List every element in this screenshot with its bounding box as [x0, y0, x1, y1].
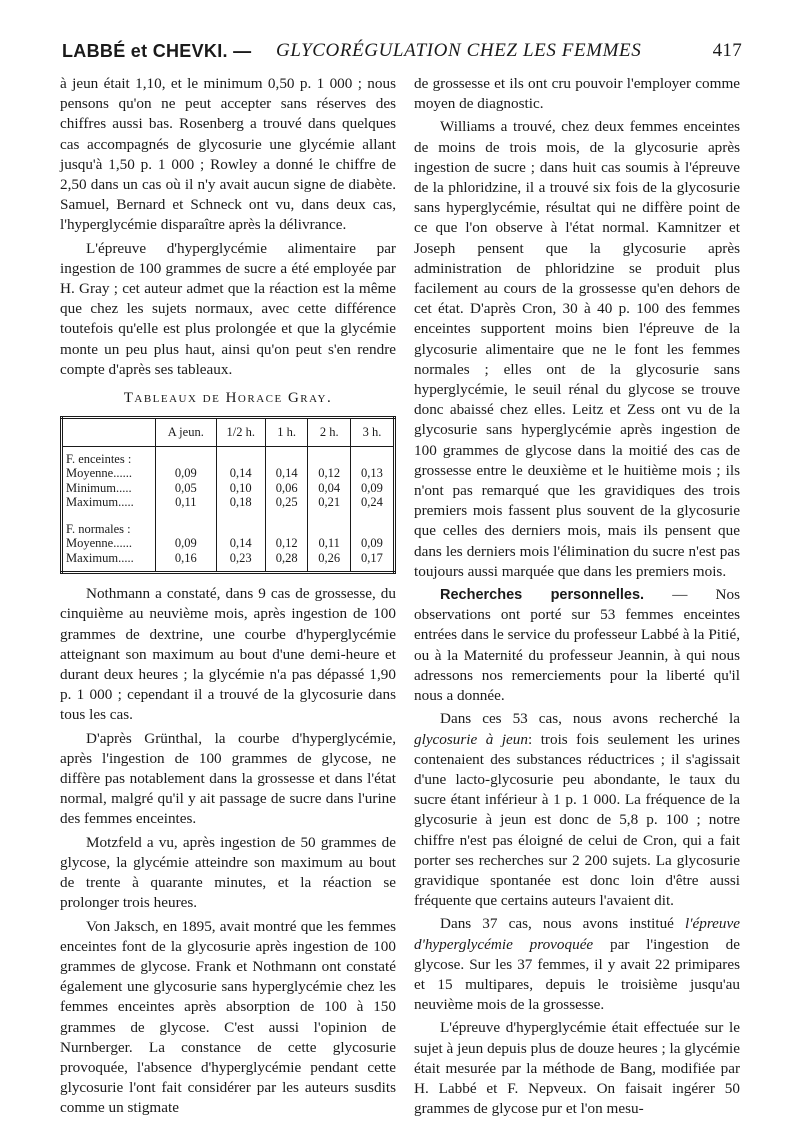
table-cell: 0,09 — [156, 536, 217, 551]
header-title: GLYCORÉGULATION CHEZ LES FEMMES — [276, 40, 642, 61]
table-row — [62, 466, 395, 481]
paragraph: Motzfeld a vu, après ingestion de 50 grammes de glycose, la glycémie atteindre son maximum au bout de trente à quarante minutes, et la réaction se prolonger trois heures. — [60, 833, 396, 912]
table-cell: 0,26 — [308, 551, 351, 573]
running-header — [62, 36, 742, 70]
table-cell: 0,25 — [265, 495, 308, 510]
table-group-row — [62, 446, 395, 466]
table-cell: 0,05 — [156, 481, 217, 496]
table-cell: 0,14 — [216, 466, 265, 481]
paragraph: à jeun était 1,10, et le minimum 0,50 p. 1 000 ; nous pensons qu'on ne peut accepter sans réserves des chiffres aussi bas. Rosenberg a trouvé dans quelques cas accompagnés de glycosurie une glycémie allant jusqu'à 1,50 p. 1 000 ; Rowley a donné le chiffre de 2,50 dans un cas où il n'y avait aucun signe de diabète. Samuel, Bernard et Schneck ont vu, dans deux cas, l'hyperglycémie disparaître après la délivrance. — [60, 75, 396, 234]
paragraph — [414, 709, 740, 911]
table-header-cell — [62, 418, 156, 447]
table-header-cell: A jeun. — [156, 418, 217, 447]
row-label: Maximum..... — [66, 550, 134, 565]
table-cell: 0,18 — [216, 495, 265, 510]
paragraph: D'après Grünthal, la courbe d'hyperglycémie, après l'ingestion de 100 grammes de glycose, ne diffère pas notablement dans la grossesse et dans l'état normal, malgré qu'il y ait passage de sucre dans l'urine des femmes enceintes. — [60, 729, 396, 828]
paragraph: Williams a trouvé, chez deux femmes enceintes de moins de trois mois, de la glycosurie après ingestion de sucre ; dans huit cas soumis à l'épreuve de la phloridzine, il a trouvé six fois de la glycosurie sans hyperglycémie, résultat qui ne diffère point de ce que l'on observe à l'état normal. Kamnitzer et Joseph pensent que la glycosurie après administration de phloridzine se produit plus facilement au cours de la grossesse qu'en dehors de cet état. D'après Cron, 30 à 40 p. 100 des femmes enceintes supportent moins bien l'épreuve de la glycosurie alimentaire que ne le font les femmes normales ; elles ont de la glycosurie sans hyperglycémie, le seuil rénal du glycose se trouve donc abaissé chez elles. Leitz et Zess ont vu de la glycosurie sans hyperglycémie après ingestion de 100 grammes de glycose dans la moitié des cas de grossesse entre le deuxième et le huitième mois ; ils n'ont pas remarqué que les gravidiques des trois premiers mois fassent plus souvent de la glycosurie que celles des derniers mois, mais ils pensent que dans les derniers mois l'élimination du sucre n'est pas toujours aussi marquée que dans les premiers mois. — [414, 118, 740, 580]
table-header-cell: 1/2 h. — [216, 418, 265, 447]
table-header-row — [62, 418, 395, 447]
table-row — [62, 551, 395, 573]
paragraph: Von Jaksch, en 1895, avait montré que les femmes enceintes font de la glycosurie après ingestion de 100 grammes de glycose. Frank et Nothmann ont constaté également une glycosurie sans hyperglycémie chez les femmes enceintes après absorption de 100 à 150 grammes de glycose. C'est aussi l'opinion de Nurnberger. La constance de cette glycosurie provoquée, l'absence d'hyperglycémie pendant cette glycosurie l'ont fait considérer par les auteurs susdits comme un stigmate — [60, 917, 396, 1117]
table-cell: 0,10 — [216, 481, 265, 496]
table-cell: 0,17 — [350, 551, 394, 573]
emphasis: glycosurie à jeun — [414, 730, 528, 748]
paragraph: L'épreuve d'hyperglycémie alimentaire par ingestion de 100 grammes de sucre a été employée par H. Gray ; cet auteur admet que la réaction est la même que chez les sujets normaux, avec cette différence toutefois qu'elle est plus prolongée et que la glycémie monte un peu plus haut, ainsi qu'on peut s'en rendre compte d'après ses tableaux. — [60, 239, 396, 378]
table-cell: 0,09 — [350, 536, 394, 551]
table-cell: 0,14 — [216, 536, 265, 551]
paragraph-text: Dans 37 cas, nous avons institué — [440, 915, 686, 933]
paragraph-text: : trois fois seulement les urines contenaient des substances réductrices ; il s'agissait d'une lacto-glycosurie peu abondante, le taux du sucre étant inférieur à 1 p. 1 000. La fréquence de la glycosurie à jeun est donc de 5,8 p. 100 ; notre chiffre n'est pas éloigné de celui de Cron, qui a fait porter ses recherches sur 2 200 sujets. La glycosurie gravidique spontanée est donc loin d'être aussi fréquente que certains auteurs l'avaient dit. — [414, 730, 740, 910]
table-cell: 0,28 — [265, 551, 308, 573]
paragraph: L'épreuve d'hyperglycémie était effectuée sur le sujet à jeun depuis plus de douze heures ; la glycémie était mesurée par la méthode de Bang, modifiée par H. Labbé et F. Nepveux. On faisait ingérer 50 grammes de glycose pur et l'on mesu- — [414, 1019, 740, 1118]
table-title: Tableaux de Horace Gray. — [123, 390, 333, 407]
paragraph-text: — Nos observations ont porté sur 53 femmes enceintes entrées dans le service du professeur Labbé à la Pitié, ou à la Maternité du professeur Jeannin, à qui nous adressons nos remerciements pour la liberté qu'il nous a donnée. — [414, 586, 740, 705]
left-column — [60, 74, 396, 1119]
table-row — [62, 536, 395, 551]
paragraph: Nothmann a constaté, dans 9 cas de grossesse, du cinquième au neuvième mois, après ingestion de 100 grammes de dextrine, une courbe d'hyperglycémie atteignant son maximum au bout d'une demi-heure et durant deux heures ; la glycémie n'a pas dépassé 1,90 p. 1 000 ; cependant il a trouvé de la glycosurie dans tous les cas. — [60, 585, 396, 724]
table-cell: 0,14 — [265, 466, 308, 481]
row-label: Maximum..... — [66, 495, 134, 510]
table-cell: 0,21 — [308, 495, 351, 510]
row-label: Moyenne...... — [66, 466, 132, 481]
paragraph — [414, 914, 740, 1015]
right-column — [414, 74, 740, 1119]
section-heading: Recherches personnelles. — [440, 587, 645, 604]
table-cell: 0,09 — [350, 481, 394, 496]
table-header-cell: 1 h. — [265, 418, 308, 447]
table-row — [62, 481, 395, 496]
table-header-cell: 2 h. — [308, 418, 351, 447]
table-cell: 0,12 — [308, 466, 351, 481]
table-cell: 0,24 — [350, 495, 394, 510]
emphasis: l'épreuve d'hyperglycémie provoquée — [414, 915, 740, 953]
table-cell: 0,09 — [156, 466, 217, 481]
paragraph-text: par l'ingestion de glycose. Sur les 37 femmes, il y avait 22 primipares et 15 multipares, depuis le troisième jusqu'au neuvième mois de la grossesse. — [414, 935, 740, 1014]
table-cell: 0,23 — [216, 551, 265, 573]
group-label: F. enceintes : — [66, 451, 132, 466]
paragraph — [414, 585, 740, 706]
row-label: Moyenne...... — [66, 536, 132, 551]
group-label: F. normales : — [66, 521, 131, 536]
table-cell: 0,12 — [265, 536, 308, 551]
table-cell: 0,06 — [265, 481, 308, 496]
table-cell: 0,11 — [308, 536, 351, 551]
paragraph-text: Dans ces 53 cas, nous avons recherché la — [440, 710, 740, 728]
table-cell: 0,04 — [308, 481, 351, 496]
row-label: Minimum..... — [66, 480, 132, 495]
table-group-row — [62, 510, 395, 537]
table-cell: 0,16 — [156, 551, 217, 573]
table-header-cell: 3 h. — [350, 418, 394, 447]
table-row — [62, 495, 395, 510]
gray-table — [60, 416, 396, 574]
table-cell: 0,13 — [350, 466, 394, 481]
page-number: 417 — [712, 40, 742, 61]
paragraph: de grossesse et ils ont cru pouvoir l'employer comme moyen de diagnostic. — [414, 75, 740, 113]
table-cell: 0,11 — [156, 495, 217, 510]
header-authors: LABBÉ et CHEVKI. — — [62, 41, 252, 61]
